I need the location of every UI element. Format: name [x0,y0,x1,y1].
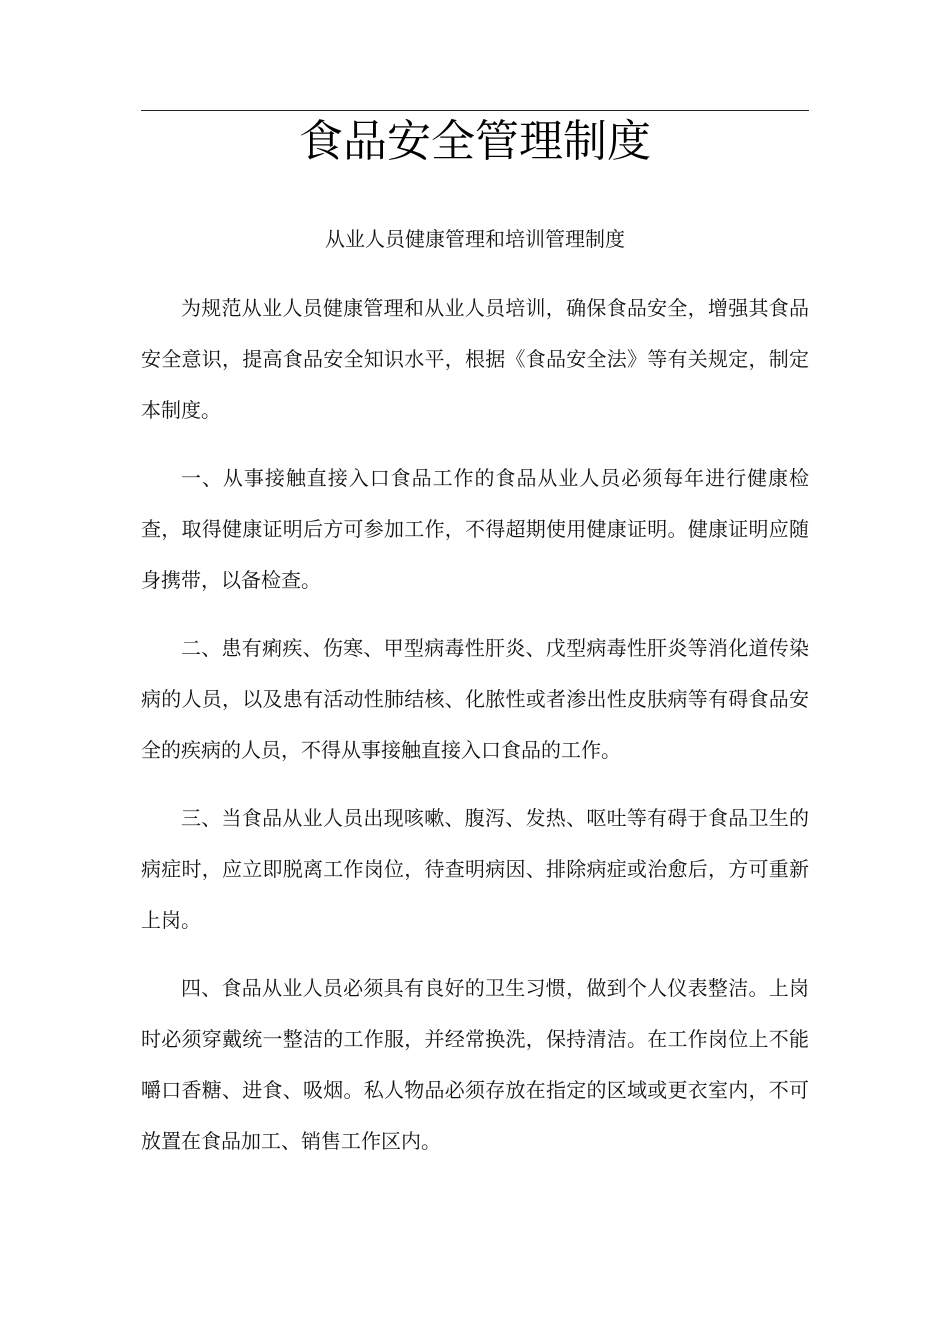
paragraph-clause-2: 二、患有痢疾、伤寒、甲型病毒性肝炎、戊型病毒性肝炎等消化道传染病的人员，以及患有活动性肺结核、化脓性或者渗出性皮肤病等有碍食品安全的疾病的人员，不得从事接触直接入口食品的工作。 [141,636,809,762]
paragraph-clause-1: 一、从事接触直接入口食品工作的食品从业人员必须每年进行健康检查，取得健康证明后方可参加工作，不得超期使用健康证明。健康证明应随身携带，以备检查。 [141,466,809,592]
document-title: 食品安全管理制度 [299,116,651,167]
paragraph-clause-3: 三、当食品从业人员出现咳嗽、腹泻、发热、呕吐等有碍于食品卫生的病症时，应立即脱离工作岗位，待查明病因、排除病症或治愈后，方可重新上岗。 [141,806,809,932]
paragraph-intro: 为规范从业人员健康管理和从业人员培训，确保食品安全，增强其食品安全意识，提高食品安全知识水平，根据《食品安全法》等有关规定，制定本制度。 [141,296,809,422]
header-rule [141,110,809,111]
document-subtitle: 从业人员健康管理和培训管理制度 [325,227,625,251]
paragraph-clause-4: 四、食品从业人员必须具有良好的卫生习惯，做到个人仪表整洁。上岗时必须穿戴统一整洁的工作服，并经常换洗，保持清洁。在工作岗位上不能嚼口香糖、进食、吸烟。私人物品必须存放在指定的区域或更衣室内，不可放置在食品加工、销售工作区内。 [141,976,809,1153]
